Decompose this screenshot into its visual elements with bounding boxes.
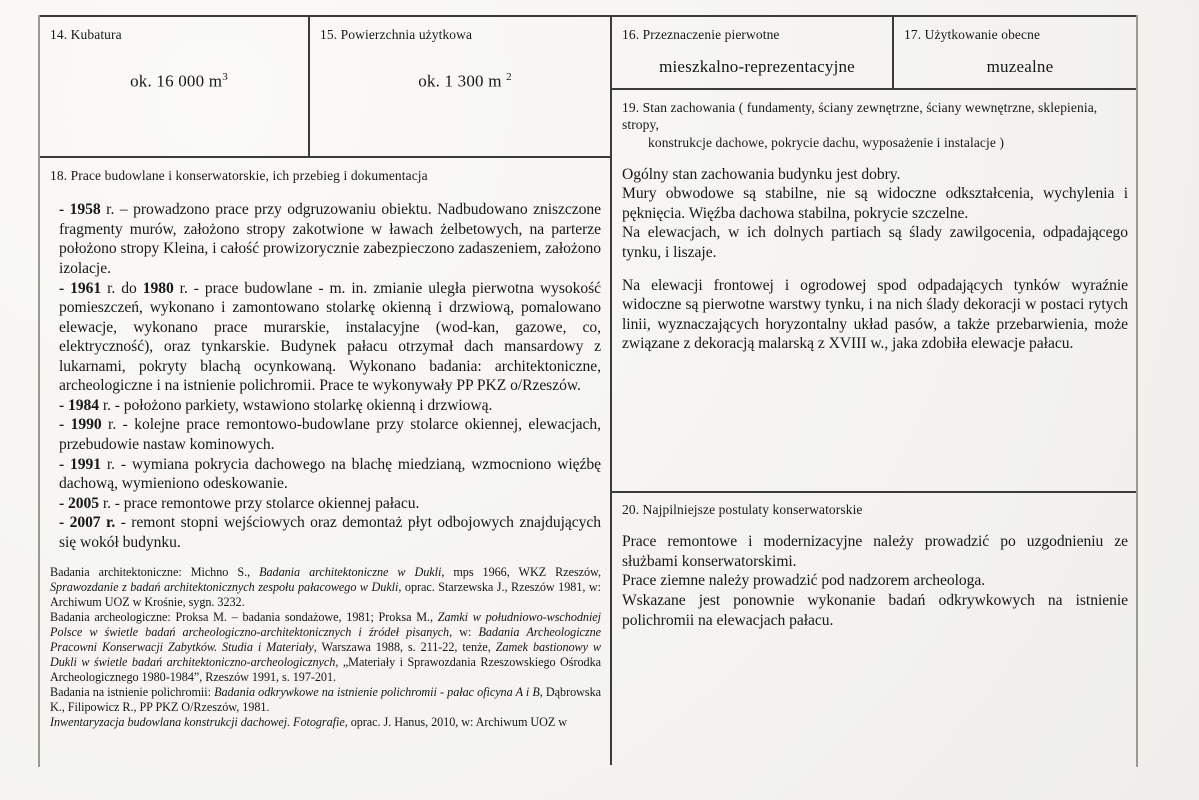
field-20-label: Najpilniejsze postulaty konserwatorskie [642, 502, 863, 517]
field-18-entry: - 1961 r. do 1980 r. - prace budowlane - m. in. zmianie uległa pierwotna wysokość pomieszczeń, wykonano i zamontowano stolarkę okienną i drzwiową, pomalowano elewacje, wykonano prace murarskie, instalacyjne (wod-kan, gazowe, co, elektryczność), oraz tynkarskie. Budynek pałacu otrzymał dach mansardowy z lukarnami, pokryty blachą ocynkowaną. Wykonano badania: architektoniczne, archeologiczne i na istnienie polichromii. Prace te wykonywały PP PKZ o/Rzeszów. [59, 279, 602, 395]
field-19-label-line1: Stan zachowania ( fundamenty, ściany zewnętrzne, ściany wewnętrzne, sklepienia, stropy, [622, 100, 1098, 133]
field-17-value: muzealne [986, 57, 1054, 77]
field-16-number: 16. [622, 27, 640, 42]
bibliography-run: Inwentaryzacja budowlana konstrukcji dachowej. Fotografie [50, 714, 345, 729]
field-18-entry-year: - 1984 [59, 396, 99, 414]
field-14-label: Kubatura [70, 27, 122, 42]
field-18-number: 18. [50, 168, 68, 183]
field-16-value: mieszkalno-reprezentacyjne [659, 57, 855, 77]
field-18-entry: - 1991 r. - wymiana pokrycia dachowego na blachę miedzianą, wzmocniono więźbę dachową, wymieniono odeskowanie. [59, 455, 601, 493]
bibliography-run: Badania na istnienie polichromii: [50, 684, 215, 699]
field-19-paragraph: Na elewacji frontowej i ogrodowej spod odpadających tynków wyraźnie widoczne są pierwotne warstwy tynku, i na nich ślady dekoracji w postaci rytych linii, wyznaczających horyzontalny układ pasów, a także przebarwienia, może związane z dekoracją malarską z XVIII w., jaka zdobiła elewacje pałacu. [622, 276, 1128, 353]
field-20-number: 20. [622, 502, 640, 517]
field-18-entry: - 1990 r. - kolejne prace remontowo-budowlane przy stolarce okiennej, elewacjach, przebudowie nastaw kominowych. [59, 416, 601, 454]
field-18-entry-year: - 2005 [59, 494, 99, 512]
field-15-value-superscript: 2 [506, 71, 512, 84]
field-18-label: Prace budowlane i konserwatorskie, ich przebieg i dokumentacja [70, 168, 428, 183]
field-15-label: Powierzchnia użytkowa [340, 27, 473, 42]
field-19-label-line2: konstrukcje dachowe, pokrycie dachu, wyposażenie i instalacje ) [648, 134, 1005, 150]
field-19-paragraph: Ogólny stan zachowania budynku jest dobry. [622, 165, 901, 183]
bibliography-run: Sprawozdanie z badań architektonicznych zespołu pałacowego w Dukli [50, 580, 399, 595]
field-15-number: 15. [320, 27, 338, 42]
bibliography-run: Badania Archeologiczne Pracowni Konserwacji Zabytków. Studia i Materiały [50, 625, 601, 655]
field-20-header [622, 501, 1128, 518]
bibliography-run: Badania architektoniczne w Dukli [259, 565, 442, 580]
field-17-header [904, 26, 1136, 43]
bibliography-run: Badania archeologiczne: Proksa M. – badania sondażowe, 1981; Proksa M., [50, 610, 438, 625]
field-20-postulaty-konserwatorskie [612, 493, 1136, 765]
bibliography-run: Zamki w południowo-wschodniej Polsce w świetle badań archeologiczno-architektonicznych i źródeł pisanych [50, 610, 601, 640]
field-16-przeznaczenie-pierwotne [612, 17, 892, 89]
field-17-label: Użytkowanie obecne [924, 27, 1041, 42]
field-18-entry: - 1958 r. – prowadzono prace przy odgruzowaniu obiektu. Nadbudowano zniszczone fragmenty murów, założono stropy zakotwione w ławach żelbetowych, na parterze położono stropy Kleina, i całość prowizorycznie zabezpieczono zadaszeniem, założono izolacje. [59, 201, 601, 277]
bibliography-run: , mps 1966, WKZ Rzeszów, [441, 565, 601, 580]
field-19-number: 19. [622, 100, 640, 115]
field-18-entry-year: - 2007 r. [59, 514, 116, 532]
field-19-paragraph: Mury obwodowe są stabilne, nie są widoczne odkształcenia, wychylenia i pęknięcia. Więźba dachowa stabilna, pokrycie szczelne. [622, 185, 1128, 222]
field-14-value [50, 71, 308, 92]
bibliography-run: , oprac. J. Hanus, 2010, w: Archiwum UOZ w [344, 714, 568, 729]
field-19-body [622, 165, 1128, 354]
bibliography-run: Zamek bastionowy w Dukli w świetle badań architektoniczno-archeologicznych [50, 640, 602, 670]
field-18-prace-budowlane [40, 159, 610, 765]
field-18-header [50, 167, 601, 184]
bibliography-run: , oprac. Starzewska J., Rzeszów 1981, w: Archiwum UOZ w Krośnie, sygn. 3232. [50, 580, 601, 610]
field-18-entry-year: - 1990 [59, 416, 102, 434]
field-15-header [320, 26, 610, 43]
field-18-bibliography [50, 565, 601, 729]
field-15-value-text: ok. 1 300 m [418, 71, 507, 91]
bibliography-run: , Dąbrowska K., Filipowicz R., PP PKZ O/Rzeszów, 1981. [50, 684, 601, 714]
field-18-entry-year: - 1958 [59, 201, 101, 219]
field-15-powierzchnia-uzytkowa [310, 17, 610, 157]
field-14-kubatura [40, 17, 308, 157]
field-18-entry-year: - 1961 [59, 279, 102, 297]
field-18-entry-year-end: 1980 [142, 279, 174, 297]
field-20-paragraph: Prace ziemne należy prowadzić pod nadzorem archeologa. [622, 572, 986, 590]
field-20-body [622, 532, 1128, 630]
bibliography-entry [50, 610, 601, 685]
field-19-paragraph: Na elewacjach, w ich dolnych partiach są ślady zawilgocenia, odpadającego tynku, i liszaje. [622, 224, 1128, 262]
field-16-label: Przeznaczenie pierwotne [642, 27, 780, 42]
field-14-header [50, 26, 308, 43]
bibliography-run: , „Materiały i Sprawozdania Rzeszowskiego Ośrodka Archeologicznego 1980-1984”, Rzeszów 1991, s. 197-201. [50, 655, 601, 684]
table-right-border [1136, 15, 1138, 767]
bibliography-run: Badania architektoniczne: Michno S., [50, 565, 260, 580]
field-20-paragraph: Prace remontowe i modernizacyjne należy prowadzić po uzgodnieniu ze służbami konserwatorskimi. [622, 533, 1128, 570]
field-17-uzytkowanie-obecne [894, 17, 1136, 89]
field-19-stan-zachowania [612, 91, 1136, 491]
bibliography-entry [50, 565, 601, 610]
field-14-value-superscript: 3 [222, 71, 228, 84]
bibliography-run: Badania odkrywkowe na istnienie polichromii - pałac oficyna A i B [214, 684, 540, 699]
field-19-header [622, 99, 1128, 151]
field-18-entry: - 1984 r. - położono parkiety, wstawiono stolarkę okienną i drzwiową. [59, 396, 493, 414]
field-18-entry: - 2005 r. - prace remontowe przy stolarce okiennej pałacu. [59, 494, 420, 512]
field-18-entry-year: - 1991 [59, 455, 102, 473]
bibliography-run: , w: [449, 625, 479, 640]
field-17-number: 17. [904, 27, 922, 42]
field-15-value [320, 71, 610, 92]
record-card-table [38, 15, 1138, 767]
field-18-entries [50, 200, 601, 552]
bibliography-entry [50, 715, 601, 730]
bibliography-entry [50, 685, 601, 715]
bibliography-run: , Warszawa 1988, s. 211-22, tenże, [313, 640, 496, 655]
field-14-value-text: ok. 16 000 m [130, 71, 223, 91]
field-20-paragraph: Wskazane jest ponownie wykonanie badań odkrywkowych na istnienie polichromii na elewacjach pałacu. [622, 591, 1128, 629]
field-14-number: 14. [50, 27, 68, 42]
field-16-header [622, 26, 892, 43]
field-18-entry: - 2007 r. - remont stopni wejściowych oraz demontaż płyt odbojowych znajdujących się wokół budynku. [59, 514, 601, 551]
